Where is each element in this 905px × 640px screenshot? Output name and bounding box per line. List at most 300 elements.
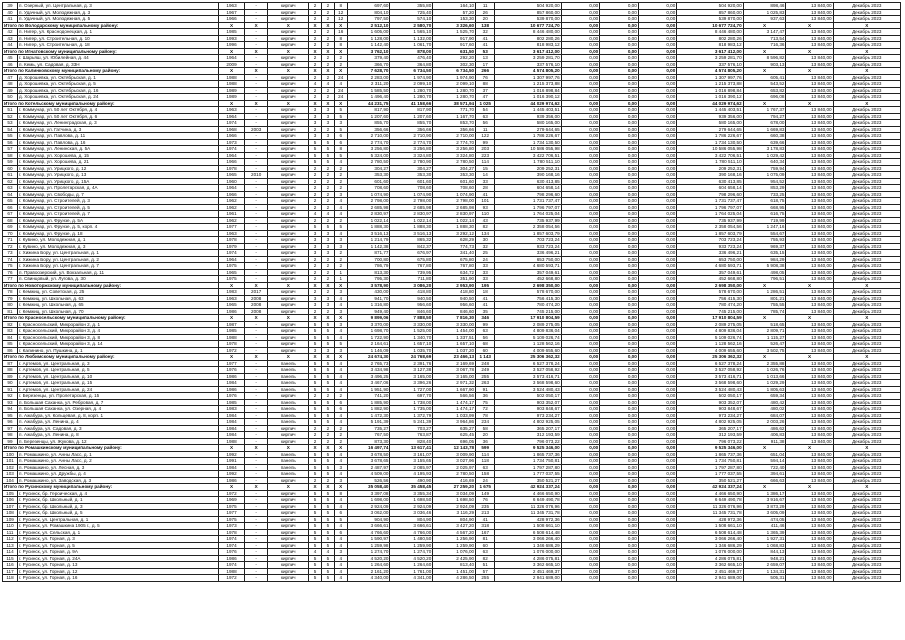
table-cell: 42 924 337,24	[677, 484, 743, 491]
table-cell: 5	[309, 321, 322, 328]
table-cell: кирпич	[268, 562, 309, 569]
table-cell: 4	[334, 542, 347, 549]
table-cell: -	[244, 269, 268, 276]
table-cell: 0,00	[561, 94, 600, 101]
table-cell: 1 451,00	[433, 568, 476, 575]
table-cell: 53	[476, 48, 495, 55]
table-cell: 756 415,30	[677, 295, 743, 302]
table-cell: 678,00	[743, 120, 786, 127]
table-cell: 1 247,16	[743, 224, 786, 231]
table-cell: 1 316,80	[347, 302, 390, 309]
table-cell: 6	[334, 139, 347, 146]
table-cell: Декабрь 2023	[833, 295, 900, 302]
table-cell: 0,00	[561, 55, 600, 62]
table-cell: 1 888,30	[390, 224, 433, 231]
table-cell: 0,00	[561, 224, 600, 231]
table-cell: 0,00	[638, 94, 677, 101]
table-cell: Декабрь 2023	[833, 217, 900, 224]
table-cell: 13 840,00	[786, 549, 833, 556]
table-cell: 1 037,20	[433, 347, 476, 354]
table-cell: 25 306 362,32	[495, 354, 561, 361]
table-cell: 3 256,80	[433, 146, 476, 153]
table-cell: 13 840,00	[786, 341, 833, 348]
table-cell: -	[244, 555, 268, 562]
table-cell: 65	[3, 198, 18, 205]
table-cell: Декабрь 2023	[833, 81, 900, 88]
table-cell: 6 734,50	[433, 68, 476, 75]
table-cell: п. Ромашкино, ул. Лесная, д. 3	[17, 464, 218, 471]
table-cell: 312 193,59	[677, 432, 743, 439]
table-cell: 0,00	[600, 555, 639, 562]
table-cell: 3	[309, 295, 322, 302]
table-cell: г. Коммунар, ул. Урицкого, д. 13	[17, 172, 218, 179]
table-cell: X	[743, 100, 786, 107]
table-cell: панель	[268, 367, 309, 374]
table-cell: 292,20	[433, 55, 476, 62]
table-cell: Декабрь 2023	[833, 159, 900, 166]
table-cell: 5	[321, 568, 334, 575]
table-cell: п. Большая Саханка, ул. Озерная, д. 4	[17, 406, 218, 413]
table-cell: 0,00	[600, 471, 639, 478]
table-cell: п. Нигер, ул. Строительная, д. 10	[17, 35, 218, 42]
table-cell: X	[833, 100, 900, 107]
table-cell: кирпич	[268, 211, 309, 218]
table-cell: 0,00	[638, 204, 677, 211]
table-cell: 3 324,80	[390, 152, 433, 159]
table-cell: 5	[334, 152, 347, 159]
table-cell: 11	[476, 126, 495, 133]
table-cell: 616,75	[743, 211, 786, 218]
table-cell: 5	[334, 126, 347, 133]
table-cell: 83	[3, 328, 18, 335]
table-cell: X	[321, 484, 334, 491]
table-cell: 0,00	[561, 308, 600, 315]
table-cell: 13	[476, 55, 495, 62]
table-cell: Декабрь 2023	[833, 61, 900, 68]
table-cell: 1 669,83	[743, 126, 786, 133]
table-cell: г. Русинск, ул. Центральная, д. 1	[17, 516, 218, 523]
table-cell: 0,00	[600, 464, 639, 471]
table-cell: 0,00	[600, 386, 639, 393]
subtotal-label: Итого по Володарскому муниципальному району:	[3, 22, 219, 29]
table-cell: 1 256,90	[433, 536, 476, 543]
table-cell: панель	[268, 399, 309, 406]
table-cell: 1 786 226,67	[677, 133, 743, 140]
table-cell: Декабрь 2023	[833, 120, 900, 127]
table-cell: 3 527 058,92	[495, 367, 561, 374]
table-cell: 11 326 076,96	[677, 503, 743, 510]
table-cell: 635,15	[743, 250, 786, 257]
table-cell: 99	[3, 438, 18, 445]
table-cell: 0,00	[561, 289, 600, 296]
table-cell: 8	[334, 146, 347, 153]
table-cell: 4 341,00	[390, 575, 433, 582]
table-cell: 3	[321, 230, 334, 237]
table-cell: 3	[334, 191, 347, 198]
table-cell: 118	[476, 458, 495, 465]
table-cell: 20	[476, 16, 495, 23]
table-cell: X	[219, 282, 245, 289]
table-cell: панель	[268, 373, 309, 380]
table-cell: 3 573 416,71	[495, 373, 561, 380]
table-cell: 0,00	[561, 48, 600, 55]
table-cell: 0,00	[600, 321, 639, 328]
table-cell: 4	[334, 302, 347, 309]
table-cell: 1977	[219, 510, 245, 517]
table-cell: 0,00	[600, 146, 639, 153]
table-cell: кирпич	[268, 529, 309, 536]
table-cell: кирпич	[268, 224, 309, 231]
table-cell: X	[268, 315, 309, 322]
table-cell: Декабрь 2023	[833, 269, 900, 276]
table-cell: Декабрь 2023	[833, 204, 900, 211]
table-cell: кирпич	[268, 263, 309, 270]
table-cell: 13 840,00	[786, 575, 833, 582]
table-cell: 3 362 665,10	[677, 562, 743, 569]
table-cell: 13 840,00	[786, 178, 833, 185]
table-cell: 0,00	[561, 549, 600, 556]
table-cell: 2	[321, 178, 334, 185]
table-cell: 1965	[219, 269, 245, 276]
table-cell: 1 605,00	[347, 29, 390, 36]
table-cell: 341,40	[433, 250, 476, 257]
table-cell: 1 337,51	[433, 334, 476, 341]
table-cell: 153,30	[433, 16, 476, 23]
table-cell: 167	[476, 529, 495, 536]
table-cell: 0,00	[600, 133, 639, 140]
table-cell: 0,00	[600, 302, 639, 309]
table-cell: 0,00	[638, 165, 677, 172]
table-cell: 452 668,80	[495, 276, 561, 283]
table-cell: 6	[334, 133, 347, 140]
table-cell: 101	[476, 198, 495, 205]
table-cell: 107	[3, 503, 18, 510]
table-cell: 817,90	[390, 107, 433, 114]
table-cell: 18	[476, 289, 495, 296]
table-cell: 697,70	[390, 393, 433, 400]
table-cell: X	[833, 354, 900, 361]
table-cell: 4	[334, 367, 347, 374]
table-cell: -	[244, 542, 268, 549]
table-cell: 13 840,00	[786, 230, 833, 237]
table-cell: 0,00	[638, 87, 677, 94]
table-cell: 708,60	[433, 185, 476, 192]
table-cell: 0,00	[638, 451, 677, 458]
table-cell: 940,50	[390, 295, 433, 302]
table-cell: 1 865 737,36	[495, 451, 561, 458]
table-cell: 653,82	[743, 87, 786, 94]
table-cell: 0,00	[600, 94, 639, 101]
table-cell: 249	[476, 367, 495, 374]
table-cell: Декабрь 2023	[833, 198, 900, 205]
table-cell: Декабрь 2023	[833, 347, 900, 354]
table-cell: 3	[321, 302, 334, 309]
table-cell: 13 840,00	[786, 477, 833, 484]
table-cell: 0,00	[600, 100, 639, 107]
table-cell: 0,00	[638, 536, 677, 543]
table-cell: 93	[3, 399, 18, 406]
table-cell: Декабрь 2023	[833, 477, 900, 484]
table-cell: 3 678,65	[347, 458, 390, 465]
table-cell: 2	[321, 289, 334, 296]
table-cell: г. Кувино, ул. Молодежная, д. 3	[17, 243, 218, 250]
table-cell: г. Русинск, ул. Горная, д. 16	[17, 575, 218, 582]
table-cell: п. Озерный, ул. Центральная, д. 3	[17, 3, 218, 10]
table-cell: 1984	[219, 432, 245, 439]
table-cell: -	[244, 217, 268, 224]
table-cell: X	[786, 22, 833, 29]
table-cell: 1 525,00	[390, 328, 433, 335]
table-cell: 940,50	[433, 295, 476, 302]
table-cell: 41	[476, 295, 495, 302]
table-cell: 68	[3, 217, 18, 224]
table-cell: 24	[334, 94, 347, 101]
table-cell: 1964	[219, 185, 245, 192]
table-cell: 100	[3, 451, 18, 458]
table-cell: 52	[3, 113, 18, 120]
table-cell: 13 840,00	[786, 471, 833, 478]
table-cell: 780 474,20	[677, 302, 743, 309]
table-cell: Декабрь 2023	[833, 562, 900, 569]
table-cell: 2 099,10	[433, 81, 476, 88]
table-cell: 1 146,09	[347, 347, 390, 354]
table-cell: 3 066 266,40	[677, 536, 743, 543]
table-cell: 1964	[219, 113, 245, 120]
table-cell: 580 165,00	[677, 120, 743, 127]
table-cell: 364,80	[390, 61, 433, 68]
table-cell: 5	[321, 373, 334, 380]
table-cell: X	[334, 484, 347, 491]
table-cell: 0,00	[600, 126, 639, 133]
table-cell: 0,00	[638, 549, 677, 556]
table-cell: X	[786, 445, 833, 452]
table-cell: 3 066 266,40	[495, 536, 561, 543]
table-cell: 99	[476, 321, 495, 328]
table-cell: 54	[3, 126, 18, 133]
table-cell: 5	[321, 159, 334, 166]
table-cell: -	[244, 35, 268, 42]
table-cell: 94	[3, 406, 18, 413]
table-cell: 635,27	[433, 425, 476, 432]
table-cell: 2 311,20	[347, 81, 390, 88]
table-cell: 1 013,66	[743, 373, 786, 380]
table-cell: 1966	[219, 191, 245, 198]
table-cell: 4 802 925,05	[677, 419, 743, 426]
table-cell: 68	[476, 341, 495, 348]
table-cell: 390 168,16	[677, 172, 743, 179]
table-cell: 2 099,10	[390, 81, 433, 88]
table-cell: 2 164,61	[347, 341, 390, 348]
table-cell: г. Коммунар, ул. Пролетарская, д. 4А	[17, 185, 218, 192]
table-cell: 0,00	[561, 555, 600, 562]
table-cell: 1992	[219, 471, 245, 478]
table-cell: кирпич	[268, 133, 309, 140]
table-cell: X	[244, 282, 268, 289]
table-cell: 956,60	[390, 302, 433, 309]
table-cell: 35 058,40	[347, 484, 390, 491]
table-cell: 110	[3, 523, 18, 530]
table-cell: 4 509,00	[347, 471, 390, 478]
table-cell: 255	[476, 575, 495, 582]
table-cell: 1 115,27	[743, 334, 786, 341]
table-cell: 2	[309, 185, 322, 192]
table-cell: 0,00	[600, 256, 639, 263]
table-cell: 1 565,10	[390, 29, 433, 36]
table-cell: -	[244, 321, 268, 328]
table-cell: 903 352,07	[495, 399, 561, 406]
table-cell: 0,00	[638, 269, 677, 276]
table-cell: 418,80	[433, 289, 476, 296]
table-cell: 735 937,99	[677, 217, 743, 224]
table-cell: X	[244, 445, 268, 452]
table-cell: 4	[334, 555, 347, 562]
table-cell: 1993	[219, 35, 245, 42]
table-cell: 4	[334, 419, 347, 426]
table-cell: 13 840,00	[786, 133, 833, 140]
table-cell: 3	[334, 237, 347, 244]
table-cell: 735,27	[347, 425, 390, 432]
table-cell: 2	[321, 276, 334, 283]
table-cell: 13 840,00	[786, 568, 833, 575]
table-cell: 2 809,71	[743, 328, 786, 335]
table-cell: г. Русинск, ул. Ромашкина 1905 г., д. 5	[17, 523, 218, 530]
table-cell: 802 280,26	[677, 35, 743, 42]
table-cell: 2010	[244, 172, 268, 179]
table-cell: кирпич	[268, 230, 309, 237]
table-cell: 949,40	[347, 308, 390, 315]
table-body	[3, 3, 901, 582]
table-cell: 5	[321, 490, 334, 497]
table-cell: 5	[309, 341, 322, 348]
table-cell: 3	[309, 347, 322, 354]
table-cell: 118	[3, 575, 18, 582]
table-cell: X	[833, 68, 900, 75]
table-cell: 745 215,00	[495, 308, 561, 315]
table-cell: 72	[3, 243, 18, 250]
table-cell: X	[743, 315, 786, 322]
table-cell: 1976	[219, 393, 245, 400]
table-cell: 356,66	[390, 126, 433, 133]
table-cell: 5	[309, 575, 322, 582]
table-cell: 13 840,00	[786, 367, 833, 374]
table-cell: 3 067,78	[433, 367, 476, 374]
table-cell: 3 324,80	[433, 152, 476, 159]
table-cell: 2	[309, 126, 322, 133]
table-cell: 0,00	[600, 211, 639, 218]
table-cell: 3	[309, 133, 322, 140]
table-cell: 4	[321, 81, 334, 88]
table-cell: 351,90	[433, 276, 476, 283]
table-cell: 25 306 362,32	[677, 354, 743, 361]
table-cell: Декабрь 2023	[833, 146, 900, 153]
table-cell: 2	[321, 393, 334, 400]
table-row	[3, 575, 901, 582]
table-cell: 13 840,00	[786, 321, 833, 328]
table-cell: 3	[334, 477, 347, 484]
table-cell: 0,00	[561, 503, 600, 510]
table-cell: Декабрь 2023	[833, 523, 900, 530]
table-cell: 0,00	[561, 562, 600, 569]
table-cell: 3	[321, 237, 334, 244]
subtotal-label: Итого по Красносельскому муниципальному району:	[3, 315, 219, 322]
table-cell: 1977	[219, 224, 245, 231]
table-cell: 4 574 805,20	[677, 68, 743, 75]
table-cell: 2 774,70	[347, 139, 390, 146]
table-cell: Декабрь 2023	[833, 549, 900, 556]
table-cell: 801,21	[743, 295, 786, 302]
table-cell: 2 780,50	[433, 471, 476, 478]
table-cell: -	[244, 81, 268, 88]
table-cell: 41 158,66	[390, 100, 433, 107]
table-cell: 1986	[219, 308, 245, 315]
table-cell: 2 798,00	[390, 198, 433, 205]
table-cell: 0,00	[600, 282, 639, 289]
table-cell: 1 735,00	[390, 406, 433, 413]
table-cell: 1975	[219, 516, 245, 523]
table-cell: 716,36	[743, 42, 786, 49]
table-cell: кирпич	[268, 191, 309, 198]
table-cell: 356,66	[433, 126, 476, 133]
table-cell: 1 214,79	[347, 237, 390, 244]
table-cell: X	[833, 445, 900, 452]
table-cell: 1 026,76	[743, 367, 786, 374]
table-cell: 86	[3, 347, 18, 354]
table-cell: 631,50	[433, 48, 476, 55]
table-cell: 1 386,17	[743, 490, 786, 497]
table-cell: X	[219, 315, 245, 322]
table-cell: 88	[476, 81, 495, 88]
table-cell: 5	[321, 523, 334, 530]
table-cell: 5	[321, 406, 334, 413]
table-cell: 13 840,00	[786, 438, 833, 445]
table-cell: 4	[334, 562, 347, 569]
table-cell: 16 497,74	[347, 445, 390, 452]
table-cell: -	[244, 263, 268, 270]
table-cell: 1 805,63	[743, 386, 786, 393]
table-cell: 0,00	[638, 347, 677, 354]
table-cell: 2 512,10	[347, 22, 390, 29]
table-cell: 0,00	[638, 243, 677, 250]
table-cell: 4 809 836,04	[495, 328, 561, 335]
table-cell: 0,00	[600, 516, 639, 523]
table-cell: 846,60	[390, 308, 433, 315]
table-cell: 3 330,00	[390, 321, 433, 328]
table-cell: 0,00	[638, 55, 677, 62]
table-cell: 3	[334, 243, 347, 250]
table-cell: 0,00	[638, 48, 677, 55]
table-cell: 3 617 412,00	[495, 48, 561, 55]
table-cell: 1 764 025,04	[495, 211, 561, 218]
table-cell: 697,60	[347, 3, 390, 10]
table-cell: 5	[309, 399, 322, 406]
table-cell: 255	[476, 373, 495, 380]
table-cell: г. Кемжиц, ул. Советская, д. 25	[17, 289, 218, 296]
table-cell: 365 207,17	[495, 425, 561, 432]
table-cell: 6	[334, 406, 347, 413]
table-cell: 1 215 373,88	[495, 81, 561, 88]
table-cell: 0,00	[600, 9, 639, 16]
table-cell: 0,00	[600, 29, 639, 36]
table-cell: 1 657,10	[390, 341, 433, 348]
table-cell: 1975	[219, 276, 245, 283]
table-cell: 668,95	[743, 204, 786, 211]
table-cell: 1974	[219, 562, 245, 569]
table-cell: 1968	[219, 126, 245, 133]
table-cell: 2	[321, 204, 334, 211]
table-cell: 480,02	[743, 406, 786, 413]
table-cell: 873,30	[347, 438, 390, 445]
table-cell: Декабрь 2023	[833, 575, 900, 582]
